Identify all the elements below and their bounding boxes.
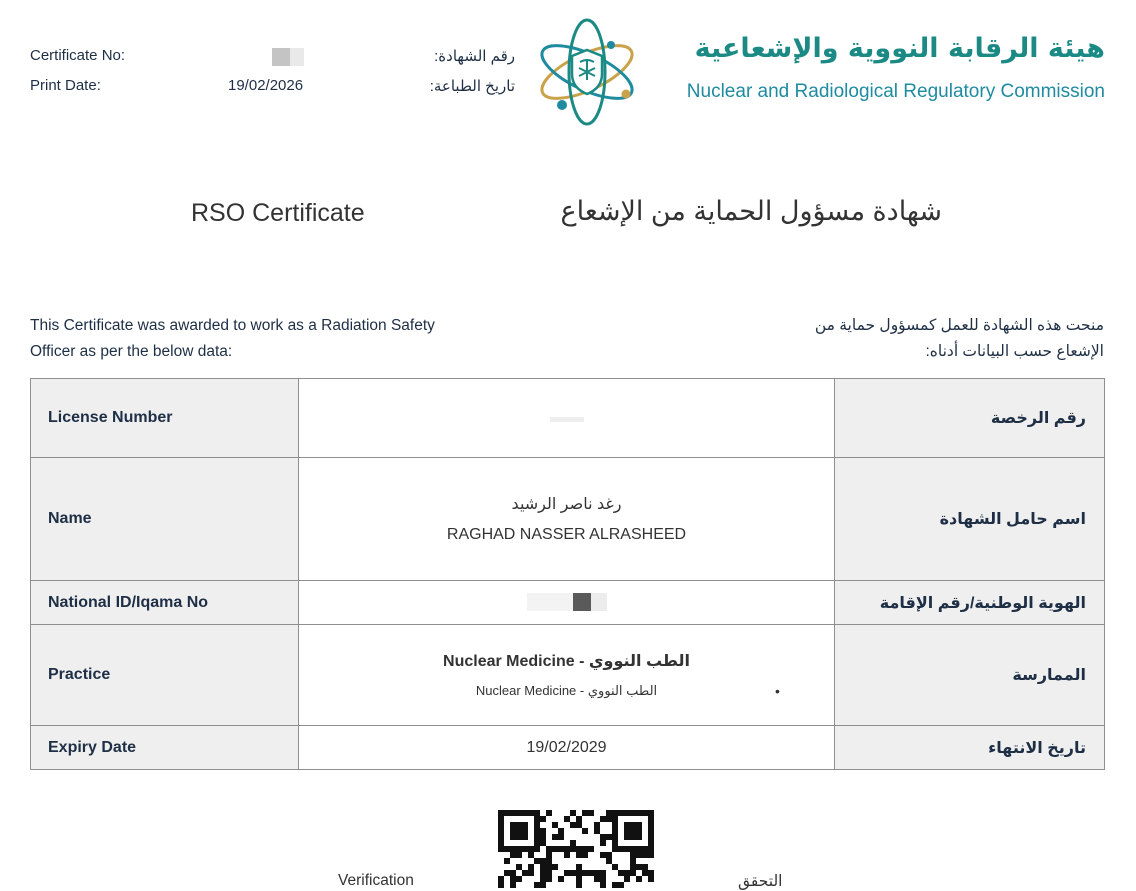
print-date-value: 19/02/2026 — [228, 77, 304, 94]
verification-label-ar: التحقق — [738, 873, 783, 890]
practice-label-en: Practice — [31, 625, 299, 726]
national-id-label-en: National ID/Iqama No — [31, 581, 299, 625]
org-name-en: Nuclear and Radiological Regulatory Commission — [686, 81, 1105, 102]
certificate-no-value-redacted — [272, 48, 304, 71]
certificate-title-ar: شهادة مسؤول الحماية من الإشعاع — [560, 196, 942, 226]
name-value — [299, 458, 835, 581]
practice-list-item — [300, 683, 833, 699]
name-label-en: Name — [31, 458, 299, 581]
bullet-icon: • — [775, 683, 780, 699]
table-row-name — [31, 458, 1105, 581]
print-date-label-ar: تاريخ الطباعة: — [429, 78, 515, 95]
table-row-practice — [31, 625, 1105, 726]
intro-text-en: This Certificate was awarded to work as a Radiation Safety Officer as per the below data: — [30, 317, 435, 360]
table-row-license — [31, 379, 1105, 458]
verification-qr-code-icon[interactable] — [498, 810, 654, 888]
national-id-value-redacted — [299, 581, 835, 625]
name-value-en: RAGHAD NASSER ALRASHEED — [446, 526, 687, 543]
certificate-details-table — [30, 378, 1105, 770]
name-value-ar: رغد ناصر الرشيد — [511, 496, 622, 513]
certificate-title-en: RSO Certificate — [191, 199, 365, 227]
practice-value-main: Nuclear Medicine - الطب النووي — [443, 653, 690, 670]
table-row-expiry — [31, 726, 1105, 770]
verification-label-en: Verification — [338, 872, 414, 889]
expiry-label-ar: تاريخ الانتهاء — [835, 726, 1105, 770]
table-row-national-id — [31, 581, 1105, 625]
license-label-en: License Number — [31, 379, 299, 458]
certificate-no-label-en: Certificate No: — [30, 47, 126, 64]
license-value-redacted — [299, 379, 835, 458]
license-label-ar: رقم الرخصة — [835, 379, 1105, 458]
name-label-ar: اسم حامل الشهادة — [835, 458, 1105, 581]
print-date-label-en: Print Date: — [30, 77, 101, 94]
org-name-ar: هيئة الرقابة النووية والإشعاعية — [694, 33, 1105, 64]
practice-value — [299, 625, 835, 726]
expiry-label-en: Expiry Date — [31, 726, 299, 770]
expiry-value: 19/02/2029 — [299, 726, 835, 770]
intro-text-ar: منحت هذه الشهادة للعمل كمسؤول حماية من الإشعاع حسب البيانات أدناه: — [814, 317, 1104, 360]
practice-label-ar: الممارسة — [835, 625, 1105, 726]
practice-item-text: Nuclear Medicine - الطب النووي — [475, 683, 658, 698]
certificate-no-label-ar: رقم الشهادة: — [434, 48, 515, 65]
national-id-label-ar: الهوية الوطنية/رقم الإقامة — [835, 581, 1105, 625]
nrrc-logo-icon — [534, 14, 640, 126]
